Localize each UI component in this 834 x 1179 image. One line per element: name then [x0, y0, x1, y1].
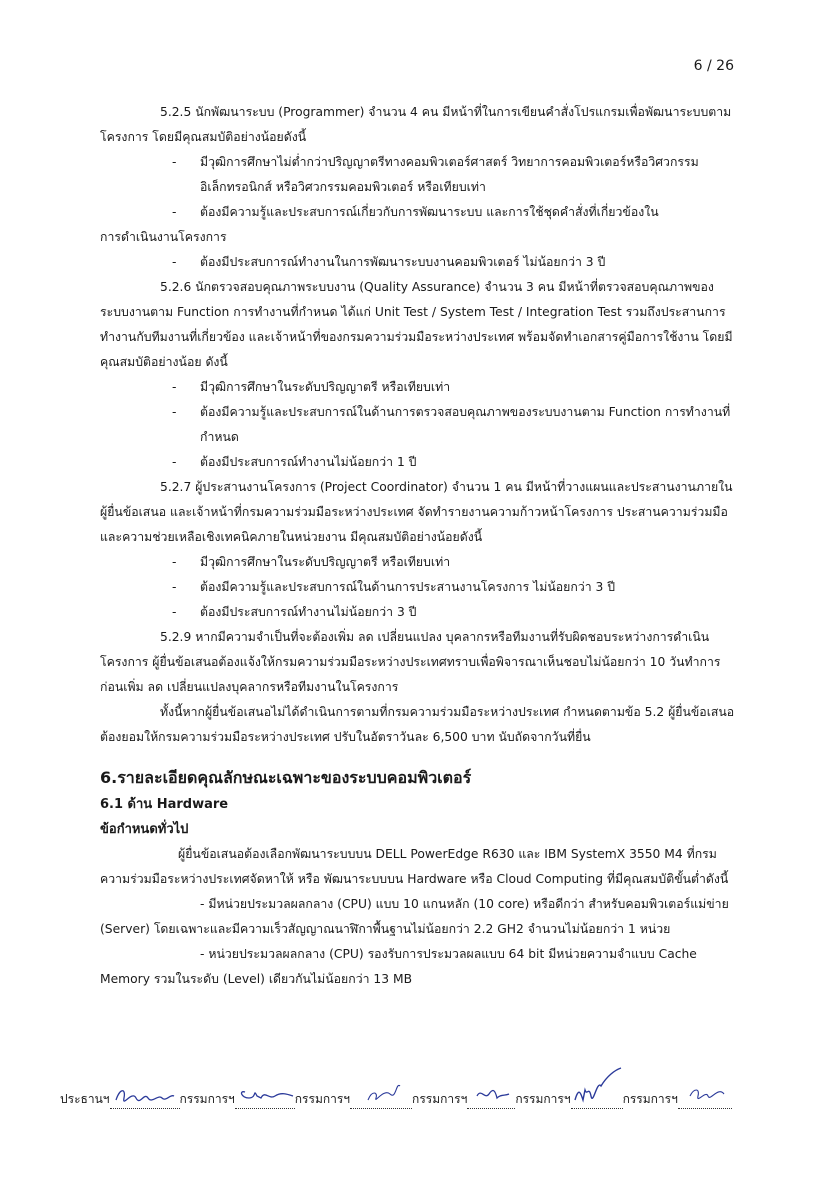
member-signature [235, 1094, 295, 1109]
member-label: กรรมการฯ [294, 1092, 351, 1106]
page-number: 6 / 26 [693, 58, 734, 74]
member-signature [350, 1094, 412, 1109]
member-label: กรรมการฯ [622, 1092, 678, 1106]
paragraph-cpu-cores: - มีหน่วยประมวลผลกลาง (CPU) แบบ 10 แกนหลัก (10 core) หรือดีกว่า สำหรับคอมพิวเตอร์แม่ข่าย (Server) โดยเฉพาะและมีความเร็วสัญญาณนาฬิกาพื้นฐานไม่น้อยกว่า 2.2 GH2 จำนวนไม่น้อยกว่า 1 หน่วย [100, 897, 729, 936]
signature-line [60, 1090, 760, 1109]
paragraph-5-2-7: 5.2.7 ผู้ประสานงานโครงการ (Project Coordinator) จำนวน 1 คน มีหน้าที่วางแผนและประสานงานภายในผู้ยื่นข้อเสนอ และเจ้าหน้าที่กรมความร่วมมือระหว่างประเทศ จัดทำรายงานความก้าวหน้าโครงการ ประสานความร่วมมือ และความช่วยเหลือเชิงเทคนิคภายในหน่วยงาน มีคุณสมบัติอย่างน้อยดังนี้ [100, 480, 733, 544]
chairman-label: ประธานฯ [60, 1092, 110, 1106]
paragraph-5-2-9: 5.2.9 หากมีความจำเป็นที่จะต้องเพิ่ม ลด เปลี่ยนแปลง บุคลากรหรือทีมงานที่รับผิดชอบระหว่างการดำเนินโครงการ ผู้ยื่นข้อเสนอต้องแจ้งให้กรมความร่วมมือระหว่างประเทศทราบเพื่อพิจารณาเห็นชอบไม่น้อยกว่า 10 วันทำการ ก่อนเพิ่ม ลด เปลี่ยนแปลงบุคลากรหรือทีมงานในโครงการ [100, 630, 721, 694]
bullet-continuation: การดำเนินงานโครงการ [100, 230, 227, 244]
bullet-item: - มีวุฒิการศึกษาไม่ต่ำกว่าปริญญาตรีทางคอมพิวเตอร์ศาสตร์ วิทยาการคอมพิวเตอร์หรือวิศวกรรมอิเล็กทรอนิกส์ หรือวิศวกรรมคอมพิวเตอร์ หรือเทียบเท่า [172, 155, 699, 194]
paragraph-penalty: ทั้งนี้หากผู้ยื่นข้อเสนอไม่ได้ดำเนินการตามที่กรมความร่วมมือระหว่างประเทศ กำหนดตามข้อ 5.2 ผู้ยื่นข้อเสนอต้องยอมให้กรมความร่วมมือระหว่างประเทศ ปรับในอัตราวันละ 6,500 บาท นับถัดจากวันที่ยื่น [100, 705, 735, 744]
paragraph-5-2-5: 5.2.5 นักพัฒนาระบบ (Programmer) จำนวน 4 คน มีหน้าที่ในการเขียนคำสั่งโปรแกรมเพื่อพัฒนาระบบตามโครงการ โดยมีคุณสมบัติอย่างน้อยดังนี้ [100, 105, 732, 144]
bullet-item: - มีวุฒิการศึกษาในระดับปริญญาตรี หรือเทียบเท่า [172, 555, 451, 569]
bullet-item: - ต้องมีประสบการณ์ทำงานในการพัฒนาระบบงานคอมพิวเตอร์ ไม่น้อยกว่า 3 ปี [172, 255, 606, 269]
bullet-item: - ต้องมีประสบการณ์ทำงานไม่น้อยกว่า 3 ปี [172, 605, 417, 619]
bullet-item: - ต้องมีความรู้และประสบการณ์เกี่ยวกับการพัฒนาระบบ และการใช้ชุดคำสั่งที่เกี่ยวข้องใน [172, 205, 659, 219]
section-6-heading: 6.รายละเอียดคุณลักษณะเฉพาะของระบบคอมพิวเตอร์ [100, 768, 472, 787]
section-6-1-heading: 6.1 ด้าน Hardware [100, 797, 229, 812]
chairman-signature [110, 1094, 180, 1109]
member-label: กรรมการฯ [515, 1092, 571, 1106]
paragraph-hardware: ผู้ยื่นข้อเสนอต้องเลือกพัฒนาระบบบน DELL PowerEdge R630 และ IBM SystemX 3550 M4 ที่กรมความร่วมมือระหว่างประเทศจัดหาให้ หรือ พัฒนาระบบบน Hardware หรือ Cloud Computing ที่มีคุณสมบัติขั้นต่ำดังนี้ [100, 847, 729, 886]
member-signature [571, 1094, 623, 1109]
bullet-item: - ต้องมีความรู้และประสบการณ์ในด้านการตรวจสอบคุณภาพของระบบงานตาม Function การทำงานที่กำหนด [172, 405, 731, 444]
member-label: กรรมการฯ [179, 1092, 235, 1106]
general-requirements-heading: ข้อกำหนดทั่วไป [100, 822, 189, 837]
member-signature [678, 1094, 732, 1109]
member-signature [467, 1094, 515, 1109]
bullet-item: - มีวุฒิการศึกษาในระดับปริญญาตรี หรือเทียบเท่า [172, 380, 451, 394]
bullet-item: - ต้องมีประสบการณ์ทำงานไม่น้อยกว่า 1 ปี [172, 455, 417, 469]
member-label: กรรมการฯ [412, 1092, 468, 1106]
bullet-item: - ต้องมีความรู้และประสบการณ์ในด้านการประสานงานโครงการ ไม่น้อยกว่า 3 ปี [172, 580, 616, 594]
paragraph-cpu-64bit: - หน่วยประมวลผลกลาง (CPU) รองรับการประมวลผลแบบ 64 bit มีหน่วยความจำแบบ Cache Memory รวมในระดับ (Level) เดียวกันไม่น้อยกว่า 13 MB [100, 947, 697, 986]
document-body [100, 100, 738, 992]
paragraph-5-2-6: 5.2.6 นักตรวจสอบคุณภาพระบบงาน (Quality Assurance) จำนวน 3 คน มีหน้าที่ตรวจสอบคุณภาพของระบบงานตาม Function การทำงานที่กำหนด ได้แก่ Unit Test / System Test / Integration Test รวมถึงประสานการทำงานกับทีมงานที่เกี่ยวข้อง และเจ้าหน้าที่ของกรมความร่วมมือระหว่างประเทศ พร้อมจัดทำเอกสารคู่มือการใช้งาน โดยมีคุณสมบัติอย่างน้อย ดังนี้ [100, 280, 733, 369]
